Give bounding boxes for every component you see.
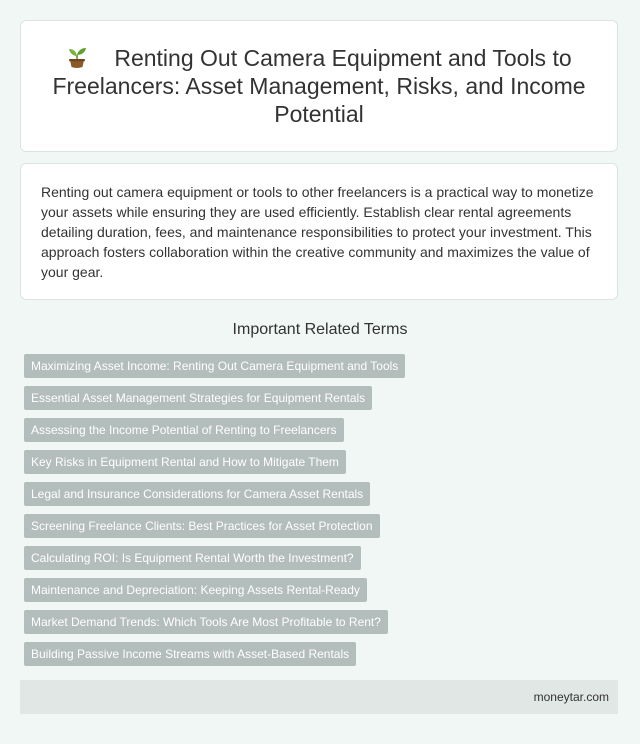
related-term-tag[interactable]: Maximizing Asset Income: Renting Out Camera Equipment and Tools xyxy=(24,354,405,378)
related-term-tag[interactable]: Assessing the Income Potential of Renting to Freelancers xyxy=(24,418,344,442)
title-card xyxy=(20,20,618,152)
related-term-tag[interactable]: Key Risks in Equipment Rental and How to Mitigate Them xyxy=(24,450,346,474)
related-term-tag[interactable]: Building Passive Income Streams with Asset-Based Rentals xyxy=(24,642,356,666)
related-term xyxy=(24,514,616,546)
related-term xyxy=(24,450,616,482)
related-terms-list xyxy=(24,354,616,674)
related-terms-heading: Important Related Terms xyxy=(232,321,408,338)
footer xyxy=(20,680,618,714)
summary-text: Renting out camera equipment or tools to other freelancers is a practical way to monetize your assets while ensuring they are used efficiently. Establish clear rental agreements detailing duration, fees, and maintenance responsibilities to protect your investment. This approach fosters collaboration within the creative community and maximizes the value of your gear. xyxy=(41,184,594,280)
related-term-tag[interactable]: Essential Asset Management Strategies for Equipment Rentals xyxy=(24,386,372,410)
sprout-icon xyxy=(66,45,88,69)
related-term xyxy=(24,418,616,450)
related-term xyxy=(24,354,616,386)
related-term-tag[interactable]: Legal and Insurance Considerations for Camera Asset Rentals xyxy=(24,482,370,506)
related-term xyxy=(24,546,616,578)
related-term xyxy=(24,386,616,418)
related-term-tag[interactable]: Screening Freelance Clients: Best Practices for Asset Protection xyxy=(24,514,380,538)
related-term xyxy=(24,610,616,642)
related-term-tag[interactable]: Calculating ROI: Is Equipment Rental Worth the Investment? xyxy=(24,546,361,570)
related-term xyxy=(24,642,616,674)
related-term xyxy=(24,482,616,514)
related-term xyxy=(24,578,616,610)
footer-site-link[interactable]: moneytar.com xyxy=(533,690,609,704)
related-term-tag[interactable]: Maintenance and Depreciation: Keeping Assets Rental-Ready xyxy=(24,578,367,602)
page-title-text: Renting Out Camera Equipment and Tools to Freelancers: Asset Management, Risks, and Income Potential xyxy=(52,45,586,127)
page-title xyxy=(45,44,593,128)
related-term-tag[interactable]: Market Demand Trends: Which Tools Are Most Profitable to Rent? xyxy=(24,610,388,634)
summary-card xyxy=(20,163,618,300)
